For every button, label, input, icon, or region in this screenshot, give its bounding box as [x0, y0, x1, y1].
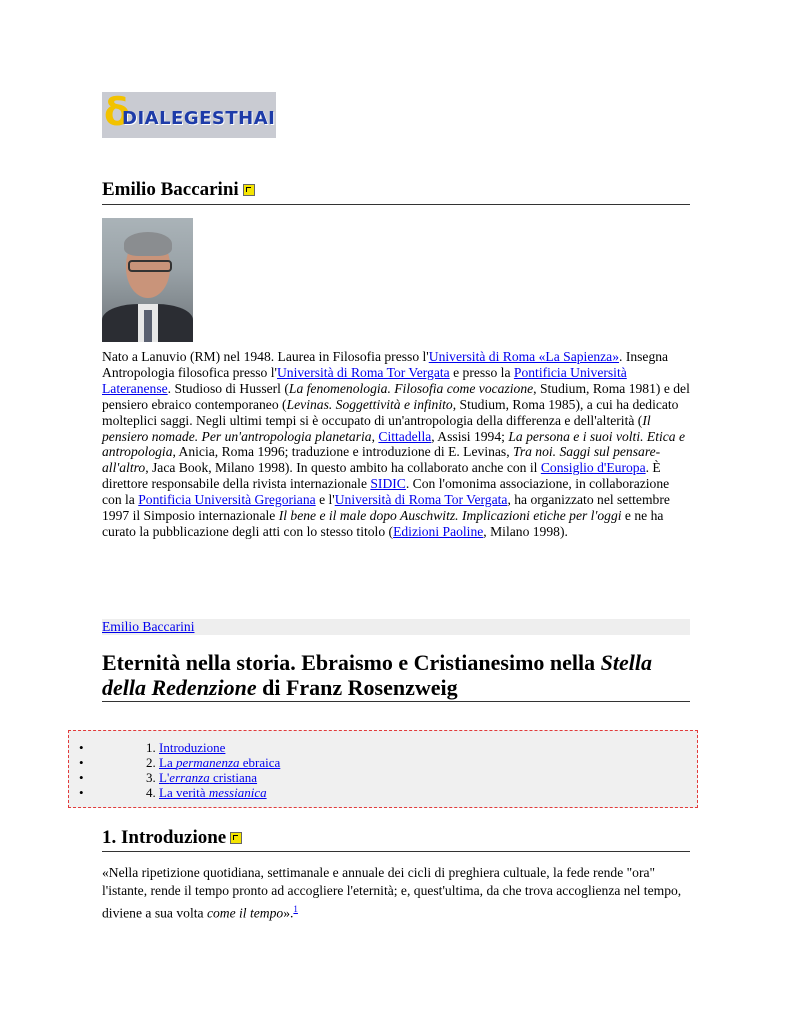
- page-title: Eternità nella storia. Ebraismo e Cristianesimo nella Stella della Redenzione di Franz Rosenzweig: [102, 650, 690, 702]
- link-edizioni-paoline[interactable]: Edizioni Paoline: [393, 523, 484, 539]
- footnote-link[interactable]: 1: [293, 904, 298, 914]
- author-link[interactable]: Emilio Baccarini: [102, 619, 195, 634]
- author-heading-text: Emilio Baccarini: [102, 179, 239, 200]
- link-gregoriana[interactable]: Pontificia Università Gregoriana: [138, 492, 316, 508]
- up-arrow-icon[interactable]: [230, 832, 242, 844]
- logo-delta-symbol: δ: [104, 90, 131, 134]
- toc-link-introduzione[interactable]: Introduzione: [159, 740, 226, 755]
- logo-text: DIALEGESTHAI: [122, 108, 276, 129]
- link-lateranense[interactable]: Pontificia Università Lateranense: [102, 364, 627, 396]
- link-consiglio-europa[interactable]: Consiglio d'Europa: [540, 460, 646, 476]
- section-quote: «Nella ripetizione quotidiana, settimanale e annuale dei cicli di preghiera cultuale, la fede rende "ora" l'istante, rende il tempo pronto ad accogliere l'eternità; e, quest'ultima, da che trova accoglienza nel tempo, diviene a sua volta come il tempo».$^1$: [102, 865, 682, 921]
- link-cittadella[interactable]: Cittadella: [378, 428, 432, 444]
- author-heading: [102, 178, 690, 205]
- up-arrow-icon[interactable]: [243, 184, 255, 196]
- toc-link-erranza[interactable]: L'erranza cristiana: [159, 770, 258, 785]
- author-link-bar: [102, 619, 690, 635]
- link-tor-vergata-2[interactable]: Università di Roma Tor Vergata: [334, 492, 508, 508]
- toc-link-permanenza[interactable]: La permanenza ebraica: [159, 755, 281, 770]
- author-bio: Nato a Lanuvio (RM) nel 1948. Laurea in Filosofia presso l'Università di Roma «La Sapienza». Insegna Antropologia filosofica presso l'Università di Roma Tor Vergata e presso la Pontificia Università Lateranense. Studioso di Husserl (La fenomenologia. Filosofia come vocazione, Studium, Roma 1981) e del pensiero ebraico contemporaneo (Levinas. Soggettività e infinito, Studium, Roma 1985), a cui ha dedicato molteplici saggi. Negli ultimi tempi si è occupato di un'antropologia della differenza e dell'alterità (Il pensiero nomade. Per un'antropologia planetaria, Cittadella, Assisi 1994; La persona e i suoi volti. Etica e antropologia, Anicia, Roma 1996; traduzione e introduzione di E. Levinas, Tra noi. Saggi sul pensare-all'altro, Jaca Book, Milano 1998). In questo ambito ha collaborato anche con il Consiglio d'Europa. È direttore responsabile della rivista internazionale SIDIC. Con l'omonima associazione, in collaborazione con la Pontificia Università Gregoriana e l'Università di Roma Tor Vergata, ha organizzato nel settembre 1997 il Simposio internazionale Il bene e il male dopo Auschwitz. Implicazioni etiche per l'oggi e ne ha curato la pubblicazione degli atti con lo stesso titolo (Edizioni Paoline, Milano 1998).: [102, 349, 690, 539]
- toc-link-verita[interactable]: La verità messianica: [159, 785, 267, 800]
- section-heading-introduzione: 1. Introduzione: [102, 827, 690, 852]
- author-photo: [102, 218, 193, 342]
- dialegesthai-logo[interactable]: [102, 92, 276, 138]
- link-sapienza[interactable]: Università di Roma «La Sapienza»: [428, 349, 620, 364]
- table-of-contents: • 1. Introduzione • 2. La permanenza ebraica • 3. L'erranza cristiana • 4. La verità messianica: [68, 730, 698, 808]
- link-tor-vergata[interactable]: Università di Roma Tor Vergata: [276, 364, 450, 380]
- link-sidic[interactable]: SIDIC: [370, 476, 406, 492]
